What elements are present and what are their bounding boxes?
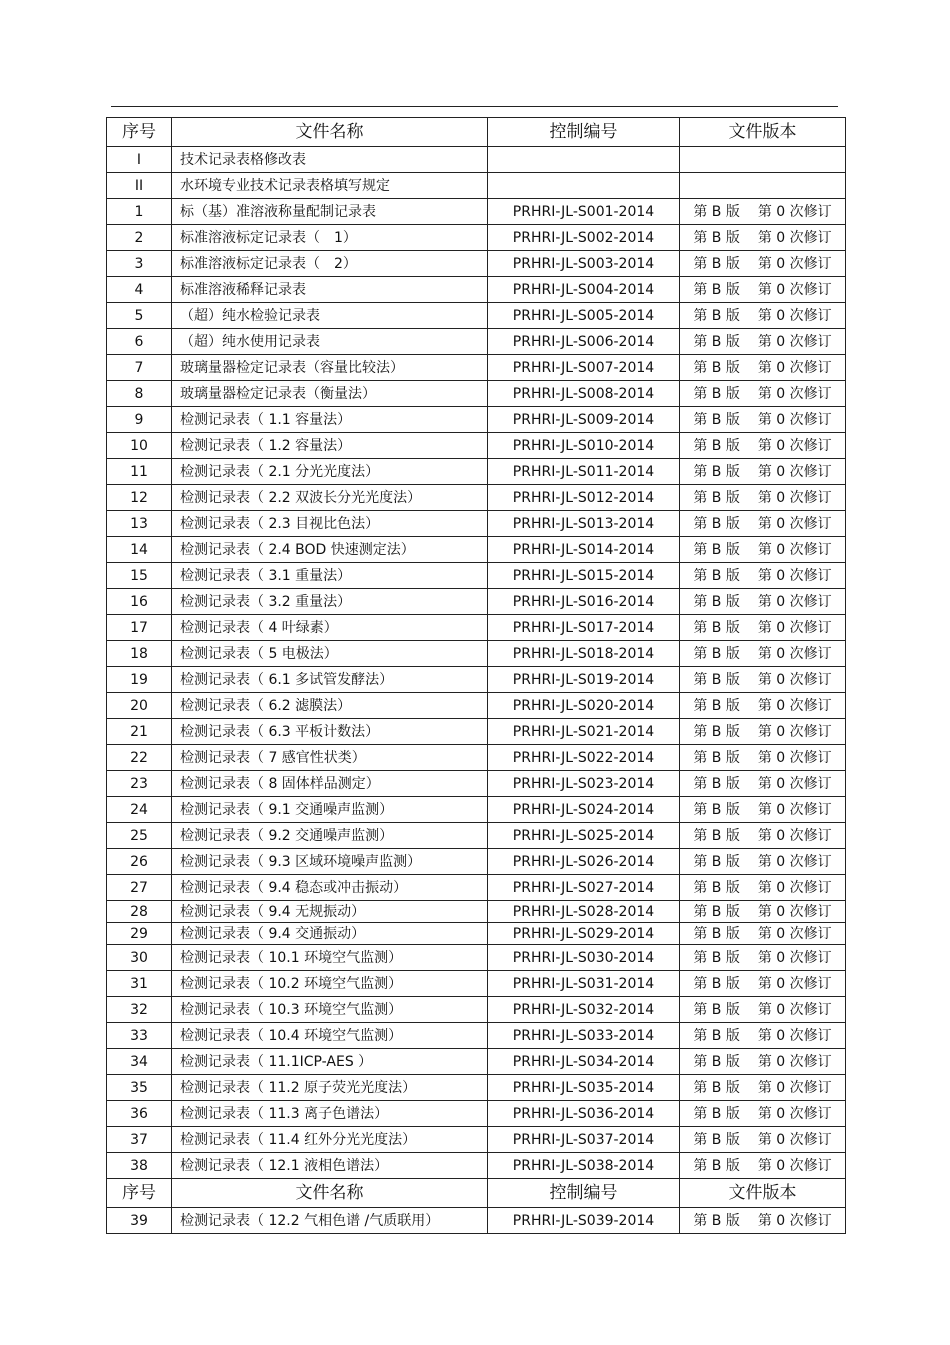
row-revision: 第 0 次修订 — [757, 437, 832, 454]
row-revision: 第 0 次修订 — [757, 903, 832, 920]
row-name: 检测记录表（ 11.1ICP-AES ） — [172, 1049, 488, 1075]
table-row — [107, 615, 846, 641]
table-row — [107, 225, 846, 251]
header-code: 控制编号 — [488, 1179, 680, 1208]
table-row — [107, 251, 846, 277]
row-revision: 第 0 次修订 — [757, 749, 832, 766]
row-seq: 38 — [107, 1153, 172, 1179]
row-version — [680, 537, 846, 563]
row-revision: 第 0 次修订 — [757, 1053, 832, 1070]
row-seq: 17 — [107, 615, 172, 641]
row-version — [680, 667, 846, 693]
header-name: 文件名称 — [172, 118, 488, 147]
table-row — [107, 199, 846, 225]
header-seq: 序号 — [107, 118, 172, 147]
row-name: 检测记录表（ 12.2 气相色谱 /气质联用） — [172, 1208, 488, 1234]
row-revision: 第 0 次修订 — [757, 827, 832, 844]
row-code: PRHRI-JL-S008-2014 — [488, 381, 680, 407]
row-seq: 15 — [107, 563, 172, 589]
row-edition: 第 B 版 — [693, 723, 740, 740]
row-seq: 3 — [107, 251, 172, 277]
row-version — [680, 745, 846, 771]
table-row — [107, 1208, 846, 1234]
table-row — [107, 945, 846, 971]
row-edition: 第 B 版 — [693, 1105, 740, 1122]
table-row — [107, 381, 846, 407]
row-revision: 第 0 次修订 — [757, 1212, 832, 1229]
row-edition: 第 B 版 — [693, 1157, 740, 1174]
table-row — [107, 303, 846, 329]
row-revision: 第 0 次修订 — [757, 949, 832, 966]
row-code: PRHRI-JL-S037-2014 — [488, 1127, 680, 1153]
table-row — [107, 1023, 846, 1049]
row-revision: 第 0 次修订 — [757, 671, 832, 688]
document-index-table — [106, 117, 846, 1234]
row-revision: 第 0 次修订 — [757, 775, 832, 792]
row-seq: 9 — [107, 407, 172, 433]
table-row — [107, 771, 846, 797]
row-seq: 12 — [107, 485, 172, 511]
row-version — [680, 901, 846, 923]
table-row — [107, 745, 846, 771]
row-code: PRHRI-JL-S010-2014 — [488, 433, 680, 459]
row-code: PRHRI-JL-S019-2014 — [488, 667, 680, 693]
table-row — [107, 433, 846, 459]
row-edition: 第 B 版 — [693, 925, 740, 942]
row-code: PRHRI-JL-S035-2014 — [488, 1075, 680, 1101]
row-revision: 第 0 次修订 — [757, 541, 832, 558]
row-version — [680, 433, 846, 459]
row-revision: 第 0 次修订 — [757, 229, 832, 246]
row-version — [680, 251, 846, 277]
row-seq: 7 — [107, 355, 172, 381]
row-name: 检测记录表（ 6.3 平板计数法） — [172, 719, 488, 745]
table-row — [107, 563, 846, 589]
row-version — [680, 485, 846, 511]
row-code: PRHRI-JL-S028-2014 — [488, 901, 680, 923]
row-name: 检测记录表（ 5 电极法） — [172, 641, 488, 667]
row-edition: 第 B 版 — [693, 567, 740, 584]
row-seq: 22 — [107, 745, 172, 771]
row-code: PRHRI-JL-S007-2014 — [488, 355, 680, 381]
row-seq: 27 — [107, 875, 172, 901]
top-rule — [111, 106, 838, 107]
row-name: 水环境专业技术记录表格填写规定 — [172, 173, 488, 199]
row-name: 标准溶液标定记录表（ 1） — [172, 225, 488, 251]
row-code: PRHRI-JL-S030-2014 — [488, 945, 680, 971]
row-version — [680, 225, 846, 251]
row-name: 检测记录表（ 1.2 容量法） — [172, 433, 488, 459]
row-version — [680, 1049, 846, 1075]
row-code — [488, 147, 680, 173]
row-seq: 29 — [107, 923, 172, 945]
row-seq: 25 — [107, 823, 172, 849]
header-code: 控制编号 — [488, 118, 680, 147]
row-edition: 第 B 版 — [693, 307, 740, 324]
row-revision: 第 0 次修订 — [757, 1001, 832, 1018]
row-revision: 第 0 次修订 — [757, 1105, 832, 1122]
table-row — [107, 823, 846, 849]
row-name: 标准溶液标定记录表（ 2） — [172, 251, 488, 277]
row-seq: 37 — [107, 1127, 172, 1153]
row-edition: 第 B 版 — [693, 203, 740, 220]
row-edition: 第 B 版 — [693, 255, 740, 272]
table-row — [107, 147, 846, 173]
row-seq: 28 — [107, 901, 172, 923]
table-row — [107, 849, 846, 875]
row-version — [680, 693, 846, 719]
row-code: PRHRI-JL-S034-2014 — [488, 1049, 680, 1075]
row-seq: 14 — [107, 537, 172, 563]
row-seq: 31 — [107, 971, 172, 997]
row-name: 检测记录表（ 6.1 多试管发酵法） — [172, 667, 488, 693]
row-edition: 第 B 版 — [693, 853, 740, 870]
row-version — [680, 355, 846, 381]
row-name: 标（基）准溶液称量配制记录表 — [172, 199, 488, 225]
row-edition: 第 B 版 — [693, 879, 740, 896]
row-code: PRHRI-JL-S021-2014 — [488, 719, 680, 745]
row-name: 玻璃量器检定记录表（容量比较法） — [172, 355, 488, 381]
row-edition: 第 B 版 — [693, 489, 740, 506]
row-name: 检测记录表（ 9.2 交通噪声监测） — [172, 823, 488, 849]
row-revision: 第 0 次修订 — [757, 1157, 832, 1174]
row-code: PRHRI-JL-S022-2014 — [488, 745, 680, 771]
row-code: PRHRI-JL-S023-2014 — [488, 771, 680, 797]
row-edition: 第 B 版 — [693, 775, 740, 792]
row-name: 检测记录表（ 3.1 重量法） — [172, 563, 488, 589]
table-row — [107, 329, 846, 355]
row-code: PRHRI-JL-S031-2014 — [488, 971, 680, 997]
row-version — [680, 147, 846, 173]
row-revision: 第 0 次修订 — [757, 1079, 832, 1096]
row-edition: 第 B 版 — [693, 697, 740, 714]
row-revision: 第 0 次修订 — [757, 975, 832, 992]
row-version — [680, 1075, 846, 1101]
header-version: 文件版本 — [680, 1179, 846, 1208]
table-row — [107, 1127, 846, 1153]
row-revision: 第 0 次修订 — [757, 879, 832, 896]
row-name: 检测记录表（ 1.1 容量法） — [172, 407, 488, 433]
table-row — [107, 511, 846, 537]
row-name: 检测记录表（ 2.3 目视比色法） — [172, 511, 488, 537]
row-edition: 第 B 版 — [693, 1053, 740, 1070]
row-edition: 第 B 版 — [693, 281, 740, 298]
row-version — [680, 1208, 846, 1234]
row-version — [680, 199, 846, 225]
row-code: PRHRI-JL-S027-2014 — [488, 875, 680, 901]
row-revision: 第 0 次修订 — [757, 1027, 832, 1044]
row-edition: 第 B 版 — [693, 515, 740, 532]
row-version — [680, 303, 846, 329]
row-seq: 4 — [107, 277, 172, 303]
header-version: 文件版本 — [680, 118, 846, 147]
row-name: 检测记录表（ 4 叶绿素） — [172, 615, 488, 641]
row-seq: I — [107, 147, 172, 173]
row-edition: 第 B 版 — [693, 411, 740, 428]
row-revision: 第 0 次修订 — [757, 593, 832, 610]
header-name: 文件名称 — [172, 1179, 488, 1208]
row-code: PRHRI-JL-S029-2014 — [488, 923, 680, 945]
row-seq: 18 — [107, 641, 172, 667]
row-version — [680, 1101, 846, 1127]
row-code: PRHRI-JL-S024-2014 — [488, 797, 680, 823]
row-code: PRHRI-JL-S009-2014 — [488, 407, 680, 433]
row-code: PRHRI-JL-S036-2014 — [488, 1101, 680, 1127]
row-revision: 第 0 次修订 — [757, 255, 832, 272]
row-name: 检测记录表（ 10.4 环境空气监测） — [172, 1023, 488, 1049]
table-row — [107, 459, 846, 485]
row-revision: 第 0 次修订 — [757, 567, 832, 584]
row-name: 检测记录表（ 3.2 重量法） — [172, 589, 488, 615]
row-version — [680, 1023, 846, 1049]
row-name: （超）纯水检验记录表 — [172, 303, 488, 329]
row-revision: 第 0 次修订 — [757, 515, 832, 532]
row-edition: 第 B 版 — [693, 229, 740, 246]
table-row — [107, 173, 846, 199]
row-version — [680, 329, 846, 355]
row-code: PRHRI-JL-S001-2014 — [488, 199, 680, 225]
row-edition: 第 B 版 — [693, 1079, 740, 1096]
row-seq: 16 — [107, 589, 172, 615]
row-edition: 第 B 版 — [693, 645, 740, 662]
row-name: 玻璃量器检定记录表（衡量法） — [172, 381, 488, 407]
row-seq: 6 — [107, 329, 172, 355]
row-edition: 第 B 版 — [693, 437, 740, 454]
row-version — [680, 1127, 846, 1153]
row-revision: 第 0 次修订 — [757, 801, 832, 818]
header-seq: 序号 — [107, 1179, 172, 1208]
row-edition: 第 B 版 — [693, 541, 740, 558]
row-code: PRHRI-JL-S039-2014 — [488, 1208, 680, 1234]
row-code: PRHRI-JL-S011-2014 — [488, 459, 680, 485]
row-name: 检测记录表（ 9.4 稳态或冲击振动） — [172, 875, 488, 901]
table-row — [107, 923, 846, 945]
row-edition: 第 B 版 — [693, 827, 740, 844]
row-revision: 第 0 次修订 — [757, 333, 832, 350]
row-name: 检测记录表（ 12.1 液相色谱法） — [172, 1153, 488, 1179]
row-revision: 第 0 次修订 — [757, 463, 832, 480]
row-edition: 第 B 版 — [693, 801, 740, 818]
row-code: PRHRI-JL-S038-2014 — [488, 1153, 680, 1179]
row-name: 检测记录表（ 2.4 BOD 快速测定法） — [172, 537, 488, 563]
row-version — [680, 719, 846, 745]
row-seq: 13 — [107, 511, 172, 537]
row-version — [680, 875, 846, 901]
row-revision: 第 0 次修订 — [757, 697, 832, 714]
row-revision: 第 0 次修订 — [757, 359, 832, 376]
row-seq: 39 — [107, 1208, 172, 1234]
row-version — [680, 923, 846, 945]
row-revision: 第 0 次修订 — [757, 307, 832, 324]
row-name: 检测记录表（ 10.3 环境空气监测） — [172, 997, 488, 1023]
table-row — [107, 537, 846, 563]
row-version — [680, 971, 846, 997]
row-name: （超）纯水使用记录表 — [172, 329, 488, 355]
row-edition: 第 B 版 — [693, 975, 740, 992]
row-code: PRHRI-JL-S016-2014 — [488, 589, 680, 615]
row-edition: 第 B 版 — [693, 1131, 740, 1148]
row-version — [680, 173, 846, 199]
row-name: 检测记录表（ 2.2 双波长分光光度法） — [172, 485, 488, 511]
row-code — [488, 173, 680, 199]
row-version — [680, 459, 846, 485]
row-name: 检测记录表（ 10.2 环境空气监测） — [172, 971, 488, 997]
row-seq: 21 — [107, 719, 172, 745]
table-row — [107, 875, 846, 901]
row-code: PRHRI-JL-S012-2014 — [488, 485, 680, 511]
row-edition: 第 B 版 — [693, 671, 740, 688]
row-seq: 34 — [107, 1049, 172, 1075]
table-row — [107, 1049, 846, 1075]
row-name: 检测记录表（ 9.1 交通噪声监测） — [172, 797, 488, 823]
table-row — [107, 641, 846, 667]
row-code: PRHRI-JL-S025-2014 — [488, 823, 680, 849]
row-revision: 第 0 次修订 — [757, 489, 832, 506]
row-edition: 第 B 版 — [693, 903, 740, 920]
row-name: 检测记录表（ 2.1 分光光度法） — [172, 459, 488, 485]
row-version — [680, 511, 846, 537]
row-edition: 第 B 版 — [693, 385, 740, 402]
table-row — [107, 355, 846, 381]
table-row — [107, 997, 846, 1023]
row-version — [680, 1153, 846, 1179]
row-revision: 第 0 次修订 — [757, 853, 832, 870]
row-revision: 第 0 次修订 — [757, 723, 832, 740]
table-row — [107, 589, 846, 615]
row-name: 检测记录表（ 9.4 无规振动） — [172, 901, 488, 923]
row-seq: 20 — [107, 693, 172, 719]
row-seq: 2 — [107, 225, 172, 251]
row-edition: 第 B 版 — [693, 359, 740, 376]
row-seq: 11 — [107, 459, 172, 485]
row-name: 检测记录表（ 7 感官性状类） — [172, 745, 488, 771]
row-name: 检测记录表（ 8 固体样品测定） — [172, 771, 488, 797]
row-version — [680, 563, 846, 589]
row-revision: 第 0 次修订 — [757, 645, 832, 662]
row-code: PRHRI-JL-S015-2014 — [488, 563, 680, 589]
row-version — [680, 997, 846, 1023]
table-row — [107, 971, 846, 997]
row-name: 标准溶液稀释记录表 — [172, 277, 488, 303]
row-version — [680, 641, 846, 667]
row-version — [680, 589, 846, 615]
row-revision: 第 0 次修订 — [757, 203, 832, 220]
table-row — [107, 407, 846, 433]
row-code: PRHRI-JL-S005-2014 — [488, 303, 680, 329]
row-edition: 第 B 版 — [693, 1001, 740, 1018]
row-version — [680, 771, 846, 797]
table-header-row — [107, 118, 846, 147]
table-row — [107, 797, 846, 823]
row-code: PRHRI-JL-S004-2014 — [488, 277, 680, 303]
row-seq: 35 — [107, 1075, 172, 1101]
row-seq: 26 — [107, 849, 172, 875]
row-code: PRHRI-JL-S006-2014 — [488, 329, 680, 355]
row-edition: 第 B 版 — [693, 1027, 740, 1044]
row-code: PRHRI-JL-S033-2014 — [488, 1023, 680, 1049]
row-seq: 5 — [107, 303, 172, 329]
row-version — [680, 945, 846, 971]
table-row — [107, 901, 846, 923]
row-revision: 第 0 次修订 — [757, 385, 832, 402]
table-row — [107, 667, 846, 693]
table-header-row-repeat — [107, 1179, 846, 1208]
row-revision: 第 0 次修订 — [757, 411, 832, 428]
row-code: PRHRI-JL-S017-2014 — [488, 615, 680, 641]
row-edition: 第 B 版 — [693, 463, 740, 480]
row-seq: 8 — [107, 381, 172, 407]
row-edition: 第 B 版 — [693, 1212, 740, 1229]
row-name: 检测记录表（ 9.3 区域环境噪声监测） — [172, 849, 488, 875]
row-seq: 33 — [107, 1023, 172, 1049]
row-code: PRHRI-JL-S018-2014 — [488, 641, 680, 667]
row-code: PRHRI-JL-S002-2014 — [488, 225, 680, 251]
row-seq: 23 — [107, 771, 172, 797]
row-code: PRHRI-JL-S026-2014 — [488, 849, 680, 875]
row-revision: 第 0 次修订 — [757, 281, 832, 298]
row-seq: 32 — [107, 997, 172, 1023]
row-name: 检测记录表（ 11.3 离子色谱法） — [172, 1101, 488, 1127]
table-row — [107, 719, 846, 745]
row-edition: 第 B 版 — [693, 619, 740, 636]
row-seq: 36 — [107, 1101, 172, 1127]
row-name: 检测记录表（ 9.4 交通振动） — [172, 923, 488, 945]
row-name: 检测记录表（ 11.4 红外分光光度法） — [172, 1127, 488, 1153]
row-seq: 19 — [107, 667, 172, 693]
row-edition: 第 B 版 — [693, 949, 740, 966]
row-seq: II — [107, 173, 172, 199]
row-edition: 第 B 版 — [693, 749, 740, 766]
row-name: 技术记录表格修改表 — [172, 147, 488, 173]
table-row — [107, 277, 846, 303]
row-seq: 24 — [107, 797, 172, 823]
table-row — [107, 485, 846, 511]
table-row — [107, 693, 846, 719]
row-code: PRHRI-JL-S032-2014 — [488, 997, 680, 1023]
row-name: 检测记录表（ 6.2 滤膜法） — [172, 693, 488, 719]
table-row — [107, 1075, 846, 1101]
row-version — [680, 615, 846, 641]
row-revision: 第 0 次修订 — [757, 1131, 832, 1148]
row-code: PRHRI-JL-S003-2014 — [488, 251, 680, 277]
table-row — [107, 1153, 846, 1179]
row-seq: 30 — [107, 945, 172, 971]
row-revision: 第 0 次修订 — [757, 925, 832, 942]
row-version — [680, 381, 846, 407]
row-revision: 第 0 次修订 — [757, 619, 832, 636]
row-code: PRHRI-JL-S020-2014 — [488, 693, 680, 719]
row-version — [680, 797, 846, 823]
table-row — [107, 1101, 846, 1127]
row-version — [680, 407, 846, 433]
row-seq: 1 — [107, 199, 172, 225]
row-name: 检测记录表（ 11.2 原子荧光光度法） — [172, 1075, 488, 1101]
row-code: PRHRI-JL-S013-2014 — [488, 511, 680, 537]
row-version — [680, 823, 846, 849]
row-edition: 第 B 版 — [693, 593, 740, 610]
row-edition: 第 B 版 — [693, 333, 740, 350]
row-version — [680, 277, 846, 303]
row-name: 检测记录表（ 10.1 环境空气监测） — [172, 945, 488, 971]
row-code: PRHRI-JL-S014-2014 — [488, 537, 680, 563]
row-version — [680, 849, 846, 875]
row-seq: 10 — [107, 433, 172, 459]
